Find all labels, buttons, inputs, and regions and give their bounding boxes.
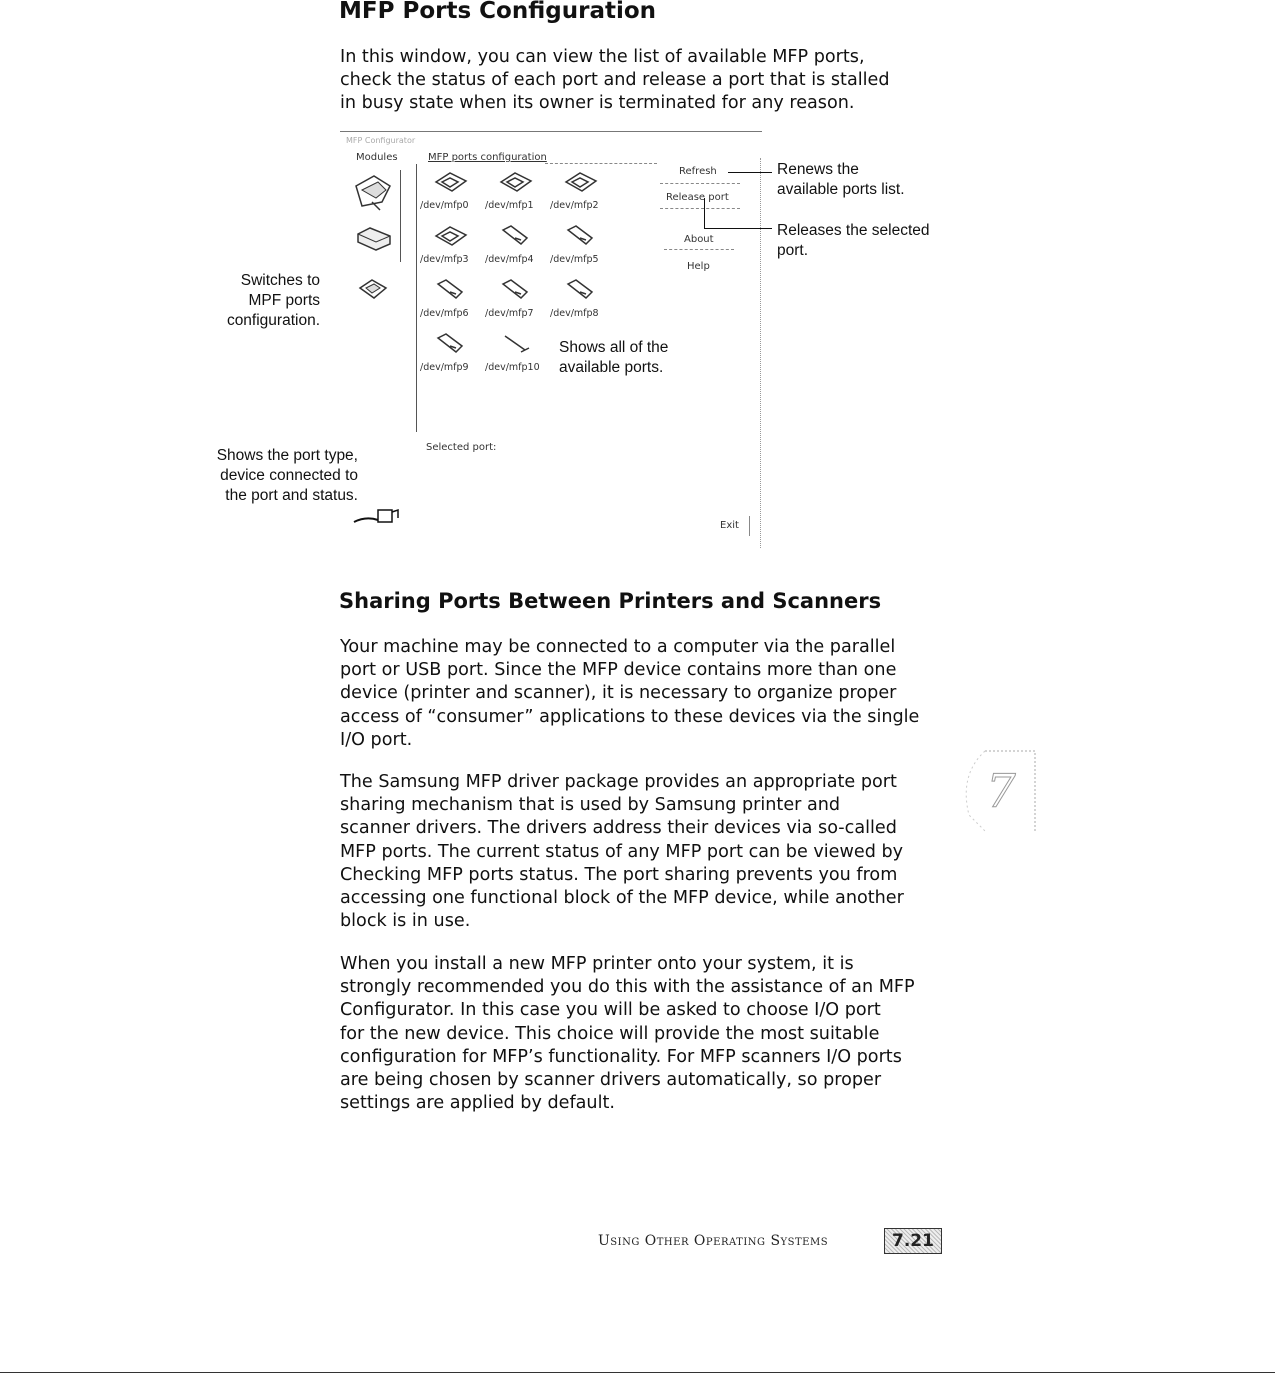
help-button[interactable]: Help	[687, 261, 710, 272]
port-icon	[432, 222, 470, 250]
port-item[interactable]	[483, 328, 547, 380]
paragraph-1	[340, 636, 940, 752]
text-line: for the new device. This choice will provide the most suitable	[340, 1023, 880, 1044]
printer-module-icon[interactable]	[352, 172, 394, 212]
release-leader-vertical	[704, 198, 705, 228]
port-icon	[432, 276, 470, 304]
port-icon	[497, 222, 535, 250]
intro-line: In this window, you can view the list of available MFP ports,	[340, 47, 865, 67]
port-icon	[562, 168, 600, 196]
text-line: are being chosen by scanner drivers automatically, so proper	[340, 1070, 882, 1091]
port-label: /dev/mfp10	[485, 362, 540, 373]
port-label: /dev/mfp9	[420, 362, 469, 373]
intro-line: check the status of each port and release a port that is stalled	[340, 70, 890, 91]
callout-line: configuration.	[226, 312, 320, 329]
section-title: Sharing Ports Between Printers and Scanners	[339, 589, 882, 613]
port-label: /dev/mfp8	[550, 308, 599, 319]
text-line: The Samsung MFP driver package provides an appropriate port	[340, 772, 897, 792]
text-line: I/O port.	[340, 729, 413, 750]
mfp-ports-module-icon[interactable]	[356, 276, 390, 302]
callout-line: Releases the selected	[777, 222, 930, 239]
port-item[interactable]	[418, 274, 482, 326]
logo-icon	[352, 506, 402, 526]
window-right-edge	[760, 158, 761, 548]
callout-line: Renews the	[777, 161, 859, 178]
scanner-module-icon[interactable]	[354, 224, 394, 252]
status-callout	[190, 446, 358, 506]
page-number: 7.21	[884, 1228, 942, 1254]
port-icon	[562, 222, 600, 250]
refresh-button[interactable]: Refresh	[679, 166, 717, 177]
text-line: scanner drivers. The drivers address their devices via so-called	[340, 818, 897, 839]
callout-line: device connected to	[220, 467, 358, 484]
text-line: device (printer and scanner), it is necessary to organize proper	[340, 683, 897, 704]
paragraph-2	[340, 771, 940, 933]
about-button-border	[664, 249, 734, 250]
port-icon	[497, 168, 535, 196]
port-label: /dev/mfp1	[485, 200, 534, 211]
refresh-callout	[777, 160, 905, 200]
port-label: /dev/mfp7	[485, 308, 534, 319]
callout-line: MPF ports	[248, 292, 320, 309]
bottom-rule	[0, 1372, 1275, 1373]
port-item[interactable]	[548, 220, 612, 272]
text-line: settings are applied by default.	[340, 1093, 615, 1114]
port-label: /dev/mfp3	[420, 254, 469, 265]
exit-button-edge	[749, 516, 750, 536]
chapter-number: 7	[986, 764, 1016, 818]
port-label: /dev/mfp5	[550, 254, 599, 265]
port-label: /dev/mfp6	[420, 308, 469, 319]
port-label: /dev/mfp4	[485, 254, 534, 265]
text-line: sharing mechanism that is used by Samsung printer and	[340, 795, 841, 816]
port-item[interactable]	[483, 274, 547, 326]
selected-port-label: Selected port:	[426, 442, 497, 453]
release-callout	[777, 221, 930, 261]
port-item[interactable]	[418, 166, 482, 218]
callout-line: port.	[777, 242, 809, 259]
port-icon	[432, 168, 470, 196]
callout-line: available ports.	[559, 359, 664, 376]
ports-panel-left-edge	[416, 164, 417, 432]
refresh-leader-line	[728, 172, 772, 173]
modules-divider	[400, 170, 401, 262]
release-port-button[interactable]: Release port	[666, 192, 729, 203]
port-item[interactable]	[418, 220, 482, 272]
text-line: Checking MFP ports status. The port sharing prevents you from	[340, 864, 898, 885]
callout-line: Shows the port type,	[216, 447, 358, 464]
port-item[interactable]	[548, 166, 612, 218]
callout-line: Switches to	[240, 272, 320, 289]
about-button[interactable]: About	[684, 234, 714, 245]
exit-button[interactable]: Exit	[720, 520, 739, 531]
port-icon	[497, 330, 535, 358]
tab-underline	[545, 163, 657, 164]
release-leader-line	[704, 228, 772, 229]
window-title: MFP Configurator	[346, 136, 416, 145]
paragraph-3	[340, 953, 940, 1115]
port-icon	[562, 276, 600, 304]
mfp-configurator-screenshot	[338, 128, 770, 553]
port-label: /dev/mfp0	[420, 200, 469, 211]
text-line: When you install a new MFP printer onto your system, it is	[340, 954, 854, 974]
text-line: Your machine may be connected to a computer via the parallel	[340, 637, 896, 657]
chapter-title: Using Other Operating Systems	[598, 1233, 829, 1249]
port-item[interactable]	[418, 328, 482, 380]
chapter-tab	[955, 745, 1039, 837]
text-line: strongly recommended you do this with the assistance of an MFP	[340, 977, 915, 998]
refresh-button-border	[660, 183, 740, 184]
port-item[interactable]	[483, 220, 547, 272]
port-item[interactable]	[548, 274, 612, 326]
port-icon	[497, 276, 535, 304]
release-button-border	[660, 208, 740, 209]
callout-line: available ports list.	[777, 181, 905, 198]
window-top-border	[340, 131, 762, 132]
switch-callout	[200, 271, 320, 331]
callout-line: Shows all of the	[559, 339, 669, 356]
text-line: Configurator. In this case you will be asked to choose I/O port	[340, 1000, 881, 1021]
intro-paragraph	[340, 46, 940, 116]
intro-line: in busy state when its owner is terminated for any reason.	[340, 93, 855, 114]
tab-mfp-ports[interactable]: MFP ports configuration	[428, 152, 547, 163]
text-line: access of “consumer” applications to these devices via the single	[340, 706, 920, 727]
text-line: MFP ports. The current status of any MFP port can be viewed by	[340, 841, 904, 862]
section-title: MFP Ports Configuration	[339, 0, 657, 24]
port-label: /dev/mfp2	[550, 200, 599, 211]
callout-line: the port and status.	[225, 487, 358, 504]
port-item[interactable]	[483, 166, 547, 218]
text-line: port or USB port. Since the MFP device contains more than one	[340, 660, 897, 681]
text-line: configuration for MFP’s functionality. For MFP scanners I/O ports	[340, 1046, 902, 1067]
text-line: block is in use.	[340, 911, 471, 932]
ports-callout	[559, 338, 668, 378]
port-icon	[432, 330, 470, 358]
text-line: accessing one functional block of the MFP device, while another	[340, 888, 904, 909]
modules-label: Modules	[356, 152, 398, 163]
